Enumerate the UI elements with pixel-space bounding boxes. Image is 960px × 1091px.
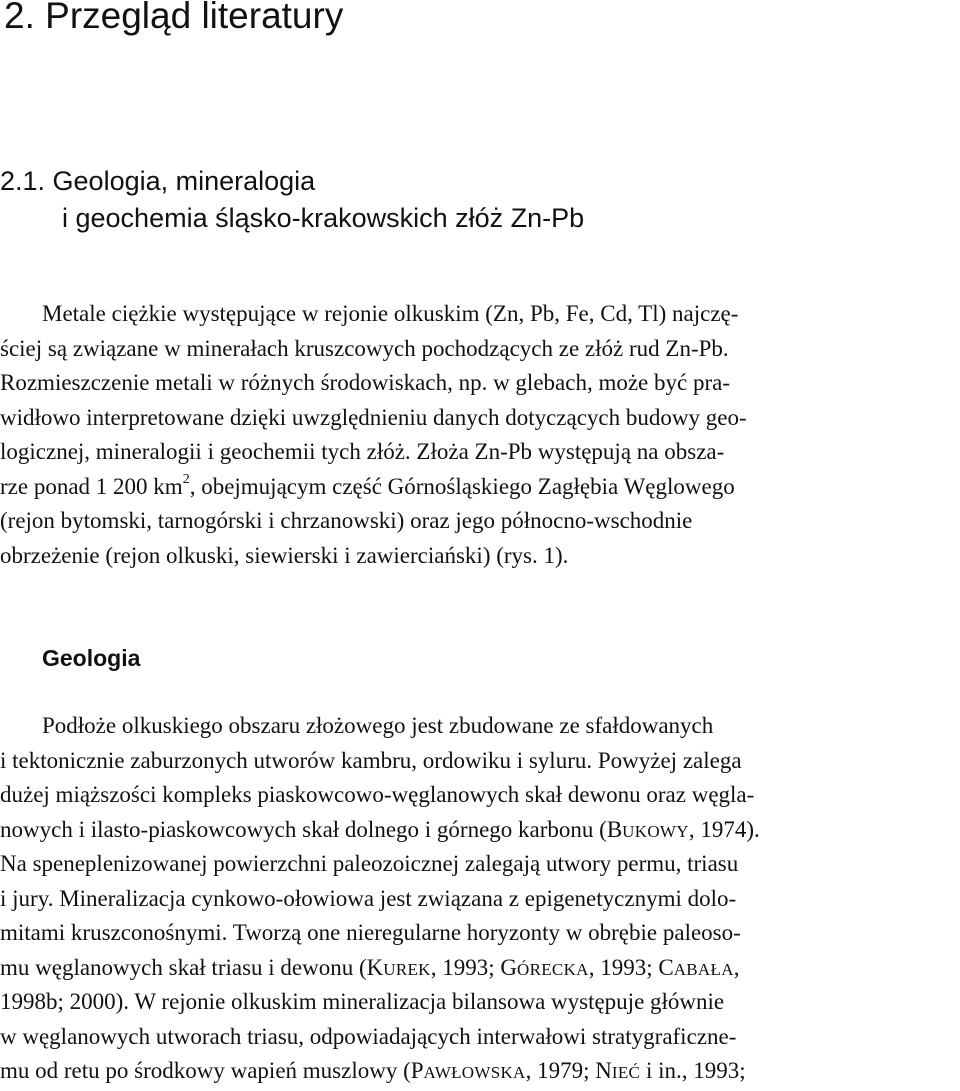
text-line: i tektonicznie zaburzonych utworów kambru, ordowiku i syluru. Powyżej zalega <box>0 747 742 773</box>
citation-author <box>658 955 733 980</box>
text-line: 1998b; 2000). W rejonie olkuskim mineralizacja bilansowa występuje głównie <box>0 989 725 1014</box>
citation-author <box>595 1058 640 1083</box>
chapter-title: 2. Przegląd literatury <box>4 0 344 36</box>
text-segment: , obejmującym część Górnośląskiego Zagłębia Węglowego <box>189 473 735 499</box>
text-line: i jury. Mineralizacja cynkowo-ołowiowa jest związana z epigenetycznymi dolo- <box>0 885 737 911</box>
citation-author <box>500 955 588 980</box>
text-line <box>0 1054 960 1089</box>
citation-author <box>411 1058 526 1083</box>
text-segment: nowych i ilasto-piaskowcowych skał dolnego i górnego karbonu ( <box>0 816 607 842</box>
author-initial: C <box>658 954 674 980</box>
text-line: ściej są związane w minerałach kruszcowych pochodzących ze złóż rud Zn-Pb. <box>0 335 729 361</box>
text-segment: mu od retu po środkowy wapień muszlowy ( <box>0 1058 411 1083</box>
citation-author <box>607 817 689 842</box>
text-segment: , 1974). <box>688 816 760 842</box>
text-line <box>0 813 960 848</box>
citation-author <box>367 955 431 980</box>
text-segment: , <box>733 954 740 980</box>
author-rest: AWŁOWSKA <box>423 1063 526 1082</box>
text-line: Na speneplenizowanej powierzchni paleozoicznej zalegają utwory permu, triasu <box>0 851 739 876</box>
text-line: w węglanowych utworach triasu, odpowiadających interwałowi stratygraficzne- <box>0 1023 737 1049</box>
text-line: (rejon bytomski, tarnogórski i chrzanowski) oraz jego północno-wschodnie <box>0 508 693 533</box>
author-rest: ÓRECKA <box>517 959 589 979</box>
author-rest: UREK <box>383 959 431 979</box>
text-segment: , 1993; <box>588 954 659 980</box>
text-line: Metale ciężkie występujące w rejonie olkuskim (Zn, Pb, Fe, Cd, Tl) najczę- <box>42 301 739 326</box>
section-title <box>0 163 584 237</box>
text-segment: , 1993; <box>430 954 501 980</box>
subsection-title: Geologia <box>42 645 141 671</box>
text-line: mitami kruszconośnymi. Tworzą one nieregularne horyzonty w obrębie paleoso- <box>0 920 741 945</box>
text-line: Podłoże olkuskiego obszaru złożowego jest zbudowane ze sfałdowanych <box>42 713 714 738</box>
paragraph-geology <box>0 709 960 1089</box>
section-title-line-1: 2.1. Geologia, mineralogia <box>0 166 316 196</box>
text-line: widłowo interpretowane dzięki uwzględnieniu danych dotyczących budowy geo- <box>0 404 747 430</box>
text-line: logicznej, mineralogii i geochemii tych złóż. Złoża Zn-Pb występują na obsza- <box>0 439 725 464</box>
author-rest: UKOWY <box>622 821 689 841</box>
text-segment: i in., 1993; <box>640 1058 746 1083</box>
text-line: dużej miąższości kompleks piaskowcowo-węglanowych skał dewonu oraz węgla- <box>0 782 755 807</box>
author-initial: P <box>410 1058 424 1083</box>
text-line <box>0 951 960 986</box>
author-rest: IEĆ <box>611 1063 641 1082</box>
author-initial: B <box>606 816 623 842</box>
text-line <box>0 470 960 505</box>
author-initial: G <box>500 954 518 980</box>
section-title-line-2: i geochemia śląsko-krakowskich złóż Zn-Pb <box>62 203 585 233</box>
text-segment: mu węglanowych skał triasu i dewonu ( <box>0 954 367 980</box>
paragraph-intro <box>0 297 960 573</box>
author-initial: K <box>366 954 384 980</box>
author-rest: ABAŁA <box>673 959 734 979</box>
superscript: 2 <box>182 471 190 487</box>
text-segment: rze ponad 1 200 km <box>0 473 183 499</box>
text-line: Rozmieszczenie metali w różnych środowiskach, np. w glebach, może być pra- <box>0 370 730 395</box>
text-segment: , 1979; <box>525 1058 596 1083</box>
author-initial: N <box>595 1058 612 1083</box>
text-line: obrzeżenie (rejon olkuski, siewierski i zawierciański) (rys. 1). <box>0 542 569 568</box>
